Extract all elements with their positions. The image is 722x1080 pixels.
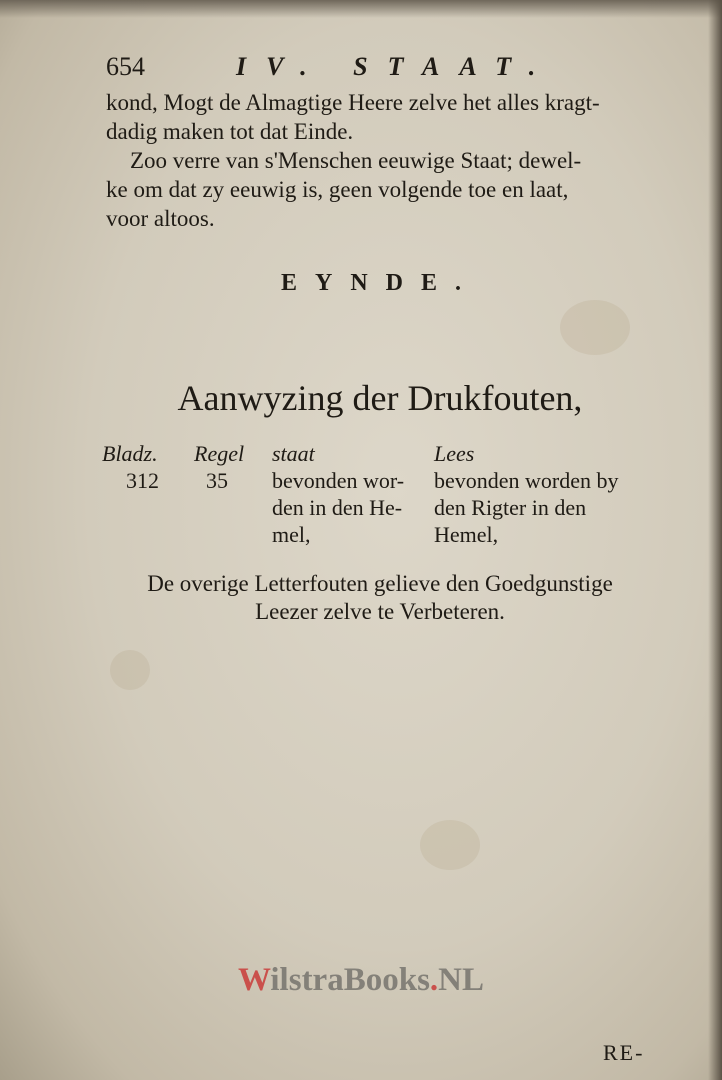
column-header: staat — [272, 441, 315, 466]
errata-cell: den in den He- — [272, 495, 403, 520]
watermark-text: ilstraBooks — [270, 962, 430, 998]
body-text — [106, 88, 666, 233]
watermark-dot: . — [429, 962, 439, 998]
errata-cell: mel, — [272, 522, 311, 547]
page-top-shadow — [0, 0, 722, 18]
catchword: RE- — [603, 1040, 645, 1065]
errata-column-bladz — [102, 440, 159, 494]
column-header: Regel — [194, 441, 245, 466]
foxing-spot — [110, 650, 150, 690]
foxing-spot — [560, 300, 630, 355]
note-line: Leezer zelve te Verbeteren. — [255, 599, 505, 624]
foxing-spot — [420, 820, 480, 870]
errata-column-lees — [434, 440, 619, 548]
text-line: kond, Mogt de Almagtige Heere zelve het alles kragt- — [106, 90, 600, 115]
errata-column-regel — [194, 440, 244, 494]
text-line: Zoo verre van s'Menschen eeuwige Staat; dewel- — [130, 148, 582, 173]
errata-title: Aanwyzing der Drukfouten, — [177, 378, 583, 418]
text-line: voor altoos. — [106, 206, 215, 231]
errata-cell: bevonden wor- — [272, 468, 405, 493]
text-line: ke om dat zy eeuwig is, geen volgende toe en laat, — [106, 177, 569, 202]
errata-table — [102, 440, 682, 550]
page-number: 654 — [106, 52, 145, 81]
page-right-shadow — [708, 0, 722, 1080]
errata-cell: Hemel, — [434, 522, 499, 547]
watermark-suffix: NL — [438, 962, 485, 998]
errata-cell: 35 — [206, 468, 228, 493]
running-title: IV. STAAT. — [236, 52, 556, 81]
watermark — [0, 962, 722, 999]
column-header: Lees — [434, 441, 475, 466]
errata-cell: den Rigter in den — [434, 495, 587, 520]
errata-cell: 312 — [126, 468, 159, 493]
watermark-letter: W — [237, 962, 271, 998]
errata-note — [0, 570, 722, 626]
end-heading: EYNDE. — [280, 270, 479, 296]
column-header: Bladz. — [102, 441, 158, 466]
errata-cell: bevonden worden by — [434, 468, 619, 493]
page-header — [106, 52, 666, 86]
errata-column-staat — [272, 440, 404, 548]
note-line: De overige Letterfouten gelieve den Goedgunstige — [147, 571, 613, 596]
text-line: dadig maken tot dat Einde. — [106, 119, 354, 144]
